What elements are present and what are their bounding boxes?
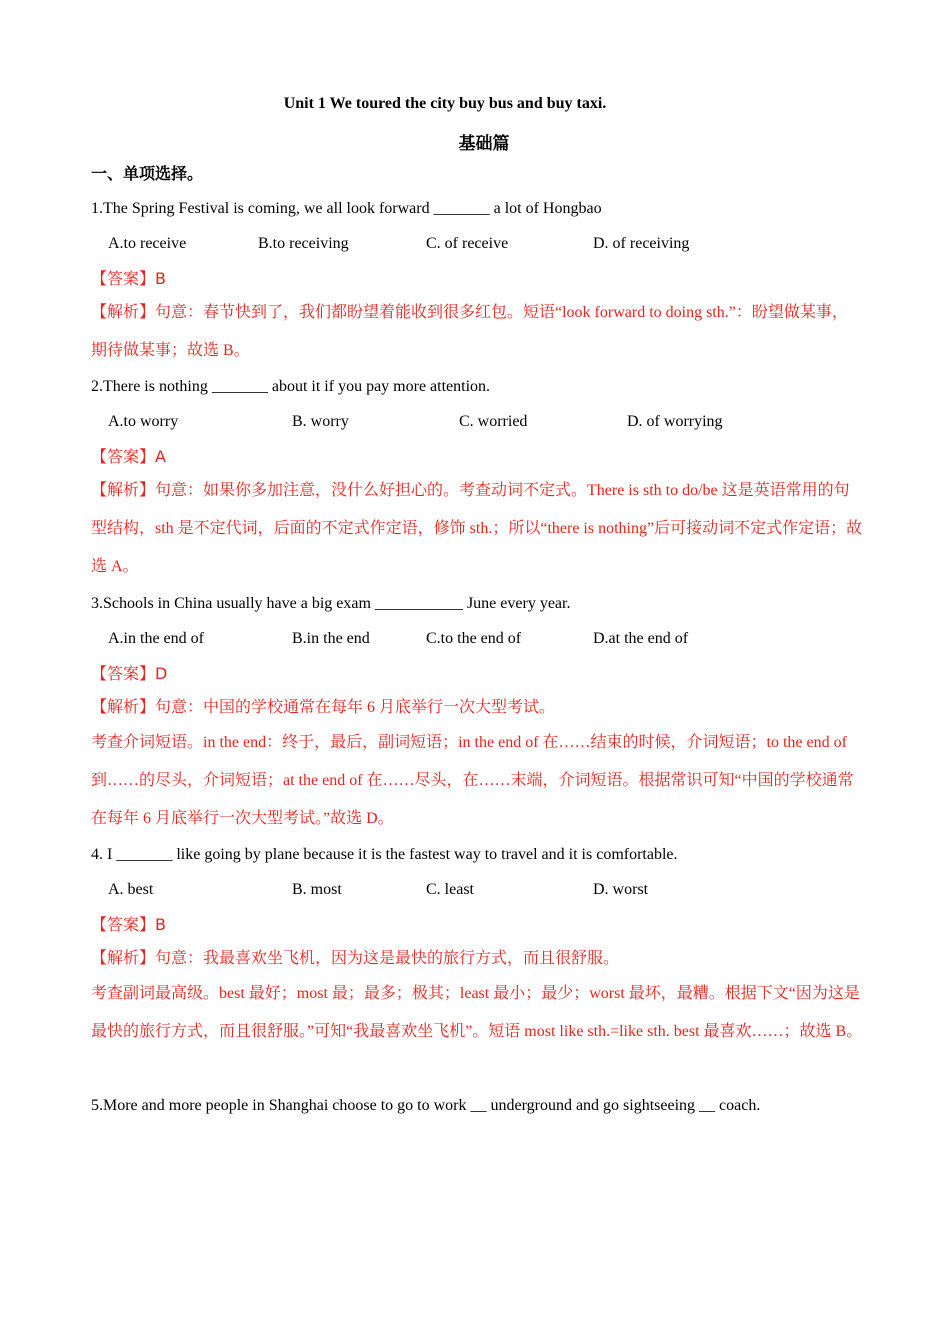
question-4-option-c: C. least <box>426 881 474 898</box>
question-2-option-b: B. worry <box>292 413 349 430</box>
question-4-explanation-line-1: 【解析】句意：我最喜欢坐飞机，因为这是最快的旅行方式，而且很舒服。 <box>91 950 620 967</box>
question-3-option-c: C.to the end of <box>426 630 522 647</box>
question-4-option-a: A. best <box>108 881 154 898</box>
question-2-option-d: D. of worrying <box>627 413 723 430</box>
section-heading: 一、单项选择。 <box>91 164 204 183</box>
question-1-option-b: B.to receiving <box>258 235 349 252</box>
question-4-option-d: D. worst <box>593 881 649 898</box>
question-3-option-a: A.in the end of <box>108 630 204 647</box>
question-3-option-b: B.in the end <box>292 630 370 647</box>
question-1-option-c: C. of receive <box>426 235 509 252</box>
question-2-option-c: C. worried <box>459 413 528 430</box>
section-subtitle: 基础篇 <box>458 134 510 154</box>
question-3-option-d: D.at the end of <box>593 630 689 647</box>
question-1-option-a: A.to receive <box>108 235 187 252</box>
question-1-answer: 【答案】B <box>91 269 166 288</box>
question-4-option-b: B. most <box>292 881 342 898</box>
question-3-stem: 3.Schools in China usually have a big exam ___________ June every year. <box>91 595 571 612</box>
question-2-option-a: A.to worry <box>108 413 179 430</box>
question-4-answer: 【答案】B <box>91 915 166 934</box>
question-4-stem: 4. I _______ like going by plane because it is the fastest way to travel and it is comfortable. <box>91 846 678 863</box>
question-1-option-d: D. of receiving <box>593 235 690 252</box>
question-2-explanation: 【解析】句意：如果你多加注意，没什么好担心的。考查动词不定式。There is sth to do/be 这是英语常用的句型结构，sth 是不定代词，后面的不定式作定语，修饰 sth.；所以“there is nothing”后可接动词不定式作定语；故选 A。 <box>91 482 863 575</box>
question-3-answer: 【答案】D <box>91 664 168 683</box>
question-1-stem: 1.The Spring Festival is coming, we all look forward _______ a lot of Hongbao <box>91 200 602 217</box>
question-2-stem: 2.There is nothing _______ about it if you pay more attention. <box>91 378 491 395</box>
question-3-explanation-line-1: 【解析】句意：中国的学校通常在每年 6 月底举行一次大型考试。 <box>91 699 556 716</box>
question-1-explanation: 【解析】句意：春节快到了，我们都盼望着能收到很多红包。短语“look forward to doing sth.”：盼望做某事，期待做某事；故选 B。 <box>91 304 848 359</box>
question-2-answer: 【答案】A <box>91 447 166 466</box>
question-4-explanation-line-2: 考查副词最高级。best 最好；most 最；最多；极其；least 最小；最少；worst 最坏，最糟。根据下文“因为这是最快的旅行方式，而且很舒服。”可知“我最喜欢坐飞机”。短语 most like sth.=like sth. best 最喜欢……；故选 B。 <box>91 985 863 1040</box>
question-3-explanation-line-2: 考查介词短语。in the end：终于，最后，副词短语；in the end of 在……结束的时候，介词短语；to the end of 到……的尽头，介词短语；at the end of 在……尽头，在……末端，介词短语。根据常识可知“中国的学校通常在每年 6 月底举行一次大型考试。”故选 D。 <box>91 734 854 827</box>
question-5-stem: 5.More and more people in Shanghai choose to go to work __ underground and go sightseeing __ coach. <box>91 1097 761 1114</box>
document-title: Unit 1 We toured the city buy bus and buy taxi. <box>283 95 607 112</box>
